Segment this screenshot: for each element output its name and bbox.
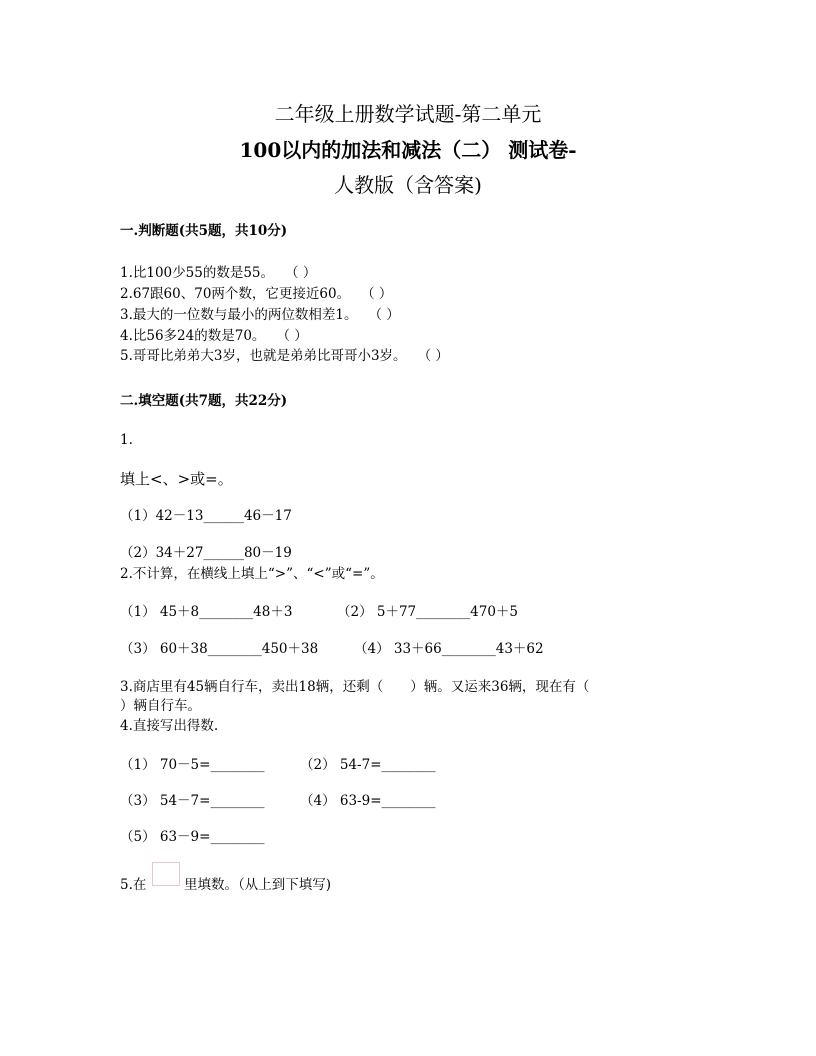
fill-q4-part-5: （5） 63－9=________ bbox=[120, 829, 265, 845]
fill-q4-part-2: （2） 54-7=________ bbox=[300, 757, 436, 773]
fill-q4-part-3: （3） 54－7=________ bbox=[120, 793, 265, 809]
page-title-line-2: 100以内的加法和减法（二） 测试卷- bbox=[239, 138, 577, 162]
judge-item-2: 2.67跟60、70两个数，它更接近60。 （ ） bbox=[120, 286, 393, 302]
judge-item-5: 5.哥哥比弟弟大3岁，也就是弟弟比哥哥小3岁。 （ ） bbox=[120, 348, 449, 364]
judge-item-1: 1.比100少55的数是55。 （ ） bbox=[120, 265, 317, 281]
fill-q2-stem: 2.不计算，在横线上填上“>”、“<”或“=”。 bbox=[120, 566, 384, 582]
page-title-line-3: 人教版（含答案) bbox=[334, 173, 482, 197]
fill-q1-part-2: （2）34＋27______80－19 bbox=[120, 545, 292, 561]
section-2-heading: 二.填空题(共7题，共22分) bbox=[120, 393, 288, 409]
fill-q4-stem: 4.直接写出得数. bbox=[120, 718, 219, 734]
fill-q4-part-4: （4） 63-9=________ bbox=[300, 793, 436, 809]
fill-q3-line-2: ）辆自行车。 bbox=[120, 698, 201, 714]
fill-q1-number: 1. bbox=[120, 432, 133, 448]
fill-q3-line-1: 3.商店里有45辆自行车，卖出18辆，还剩（ ）辆。又运来36辆，现在有（ bbox=[120, 679, 590, 695]
fill-q1-instruction: 填上<、>或=。 bbox=[120, 470, 233, 488]
fill-q2-part-2: （2） 5＋77________470＋5 bbox=[337, 604, 519, 620]
fill-q4-part-1: （1） 70－5=________ bbox=[120, 757, 265, 773]
page-title-line-1: 二年级上册数学试题-第二单元 bbox=[274, 102, 542, 126]
fill-q2-part-3: （3） 60＋38________450＋38 bbox=[120, 641, 319, 657]
fill-q2-part-4: （4） 33＋66________43＋62 bbox=[354, 641, 544, 657]
fill-q5-suffix: 里填数。（从上到下填写) bbox=[184, 877, 332, 893]
judge-item-4: 4.比56多24的数是70。 （ ） bbox=[120, 328, 308, 344]
fill-q1-part-1: （1）42－13______46－17 bbox=[120, 508, 292, 524]
answer-box bbox=[152, 862, 180, 886]
fill-q2-part-1: （1） 45＋8________48＋3 bbox=[120, 604, 293, 620]
fill-q5-prefix: 5.在 bbox=[120, 877, 147, 893]
judge-item-3: 3.最大的一位数与最小的两位数相差1。 （ ） bbox=[120, 307, 400, 323]
section-1-heading: 一.判断题(共5题，共10分) bbox=[120, 223, 288, 239]
